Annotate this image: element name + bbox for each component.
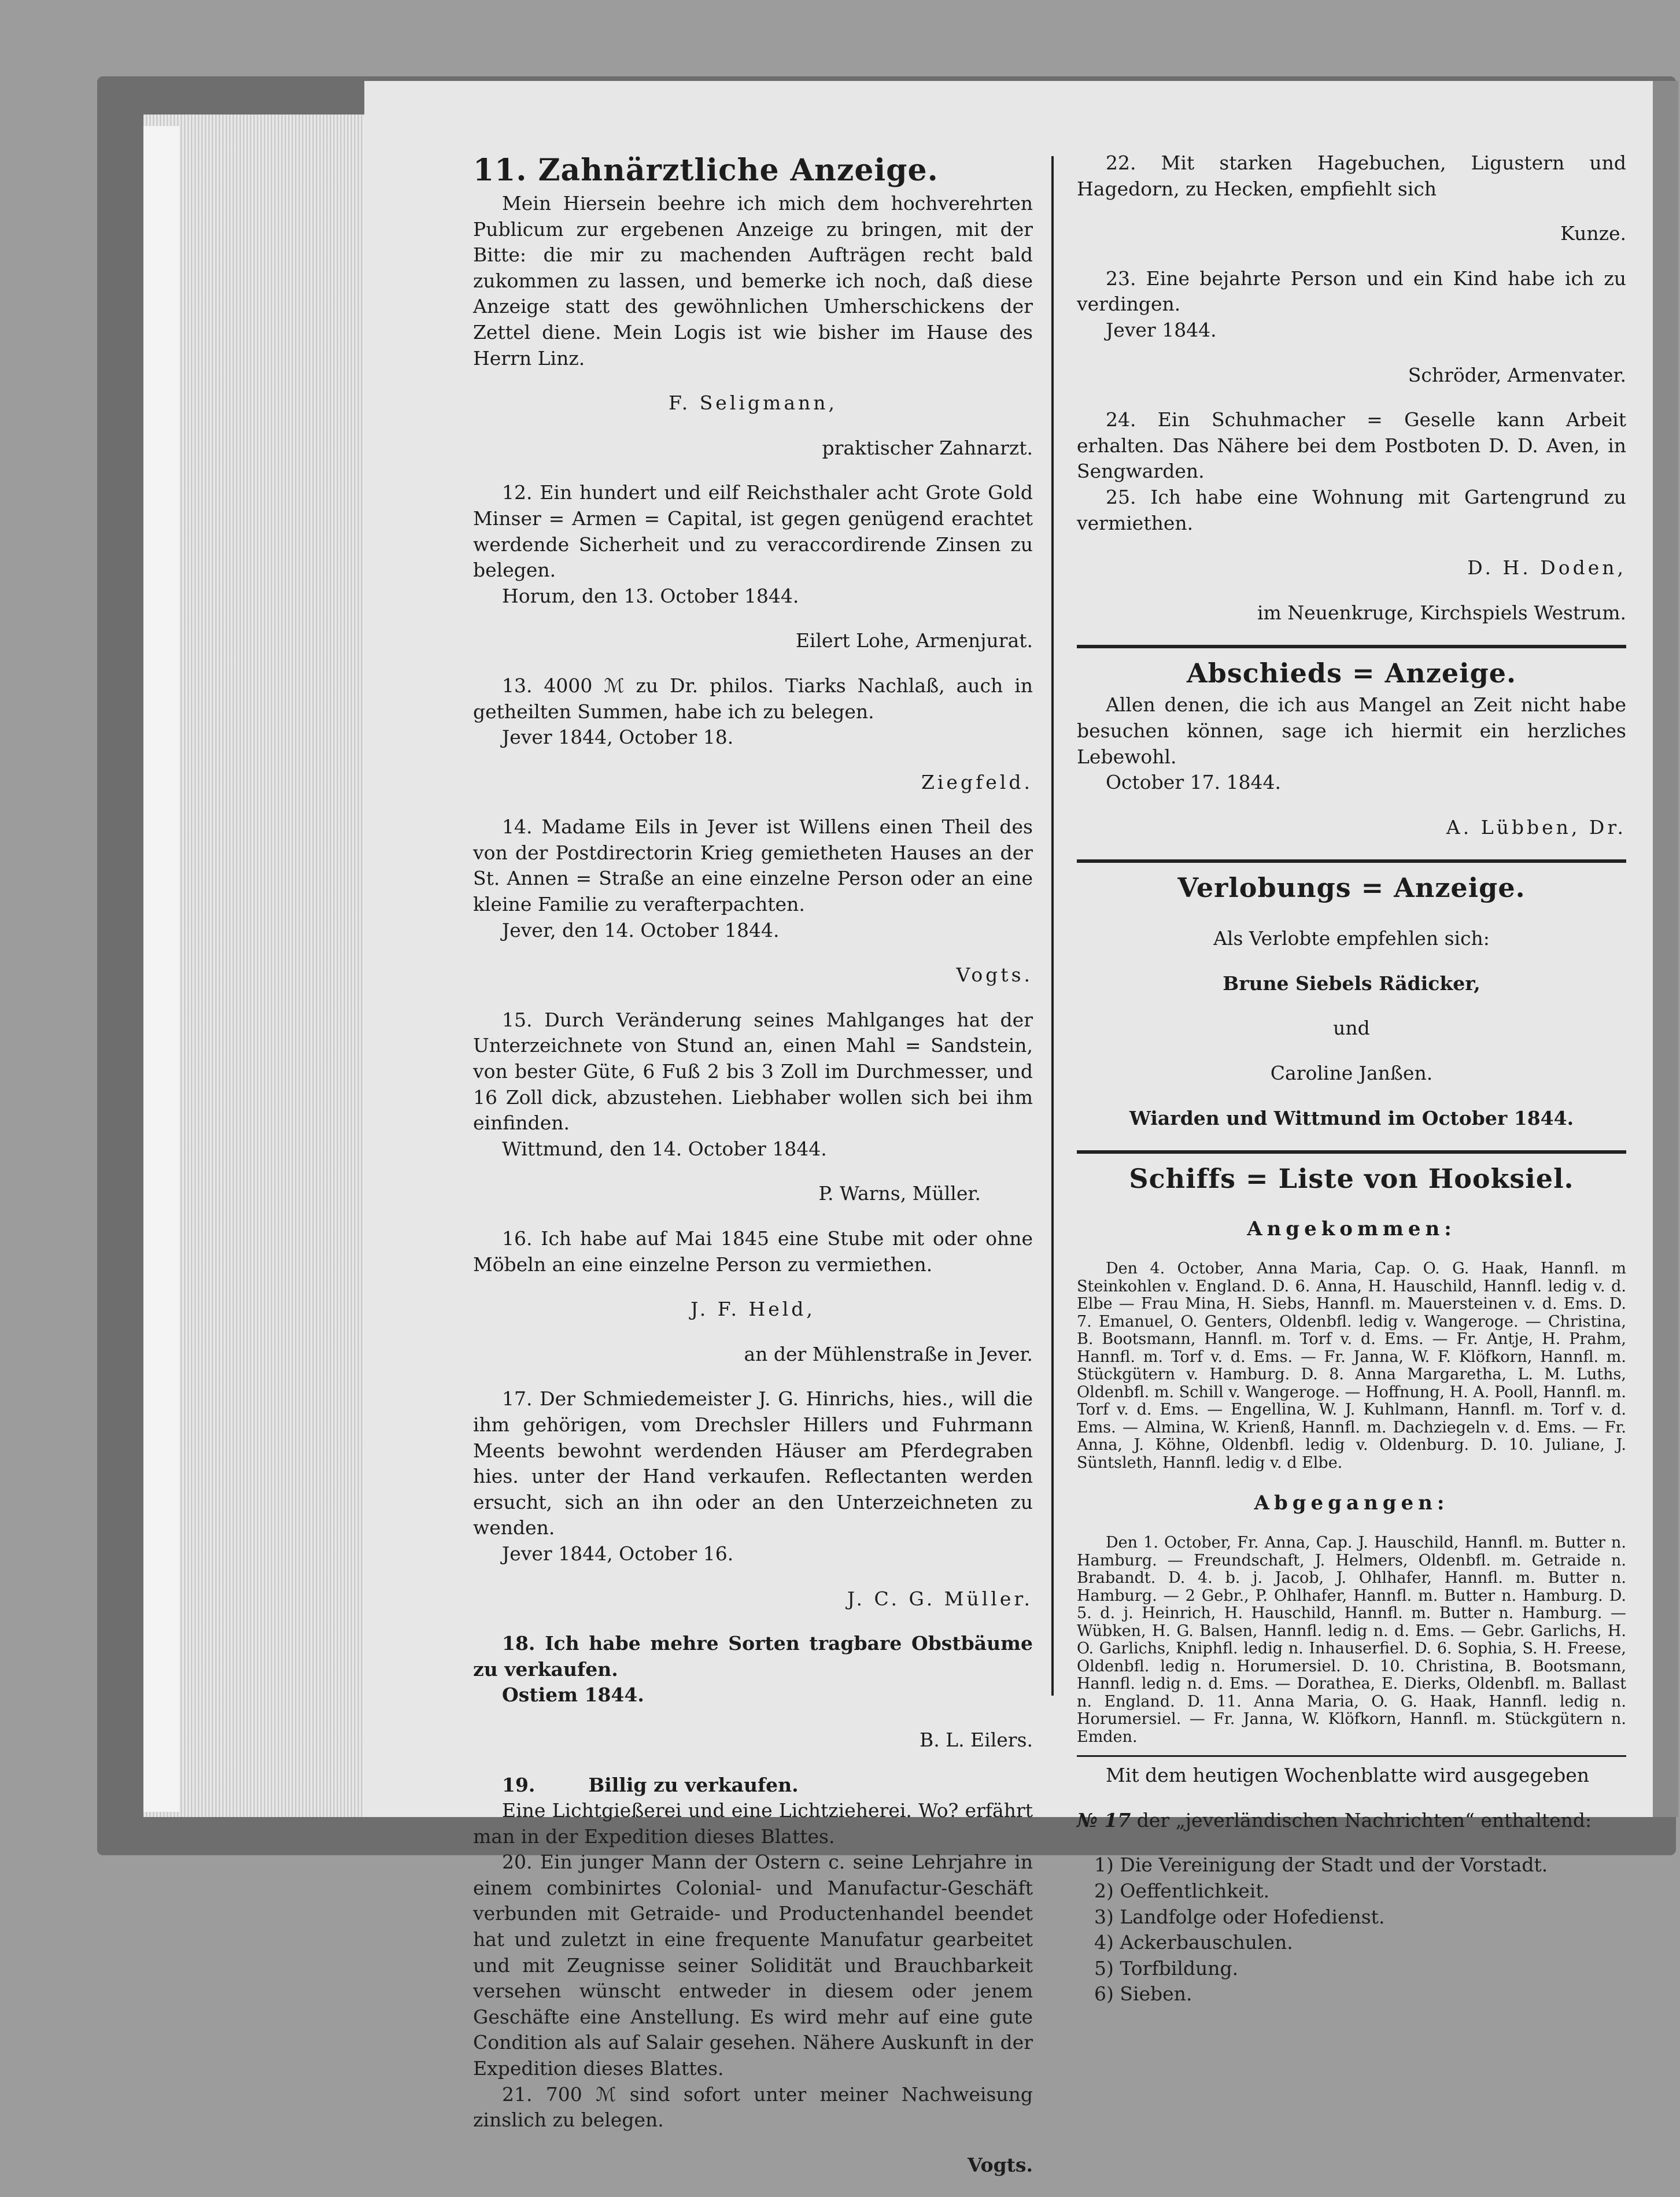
right-column <box>1077 150 1626 2007</box>
ad-24-text: 24. Ein Schuhmacher = Geselle kann Arbeit erhalten. Das Nähere bei dem Postboten D. D. Aven, in Sengwarden. <box>1077 408 1626 483</box>
engagement-name-1: Brune Siebels Rädicker, <box>1223 972 1480 995</box>
ad-16-text: 16. Ich habe auf Mai 1845 eine Stube mit oder ohne Möbeln an eine einzelne Person zu vermiethen. <box>473 1227 1033 1276</box>
engagement-place: Wiarden und Wittmund im October 1844. <box>1129 1106 1574 1129</box>
ad-19-title-line <box>473 1773 1033 1799</box>
supplement-item: 2) Oeffentlichkeit. <box>1094 1880 1270 1903</box>
ad-19-title: Billig zu verkaufen. <box>588 1773 799 1796</box>
left-column <box>473 150 1033 2197</box>
engagement-name-2: Caroline Janßen. <box>1270 1062 1433 1085</box>
ship-list <box>1077 1217 1626 1746</box>
section-rule <box>1077 1755 1626 1757</box>
heading-engagement: Verlobungs = Anzeige. <box>1177 872 1526 904</box>
supplement-item: 1) Die Vereinigung der Stadt und der Vorstadt. <box>1094 1853 1548 1877</box>
ad-12-signature: Eilert Lohe, Armenjurat. <box>795 629 1033 652</box>
right-page-edge <box>1653 81 1678 1817</box>
section-rule <box>1077 859 1626 863</box>
ad-19-number: 19. <box>502 1773 536 1796</box>
ad-17-place: Jever 1844, October 16. <box>502 1542 734 1565</box>
ships-arrived-label: Angekommen: <box>1247 1217 1456 1241</box>
ad-17-text: 17. Der Schmiedemeister J. G. Hinrichs, hies., will die ihm gehörigen, vom Drechsler Hillers und Fuhrmann Meents bewohnt werdenden Häuser am Pferdegraben hies. unter der Hand verkaufen. Reflectanten werden ersucht, sich an ihn oder an den Unterzeichneten zu wenden. <box>473 1387 1033 1539</box>
ad-13-text: 13. 4000 ℳ zu Dr. philos. Tiarks Nachlaß, auch in getheilten Summen, habe ich zu belegen. <box>473 674 1033 723</box>
ad-12-place: Horum, den 13. October 1844. <box>502 584 799 607</box>
ad-22-text: 22. Mit starken Hagebuchen, Ligustern und Hagedorn, zu Hecken, empfiehlt sich <box>1077 152 1626 200</box>
ad-15-text: 15. Durch Veränderung seines Mahlganges hat der Unterzeichnete von Stund an, einen Mahl = Sandstein, von bester Güte, 6 Fuß 2 bis 3 Zoll im Durchmesser, und 16 Zoll dick, abzustehen. Liebhaber wollen sich bei ihm einfinden. <box>473 1008 1033 1135</box>
ad-25-signature: D. H. Doden, <box>1467 556 1626 579</box>
ad-15-signature: P. Warns, Müller. <box>818 1182 981 1205</box>
supplement-item: 4) Ackerbauschulen. <box>1094 1931 1293 1954</box>
ships-departed-label: Abgegangen: <box>1254 1491 1449 1515</box>
ad-14-place: Jever, den 14. October 1844. <box>502 918 780 941</box>
ad-14-signature: Vogts. <box>956 963 1033 987</box>
supplement-text: der „jeverländischen Nachrichten“ enthaltend: <box>1136 1808 1592 1832</box>
farewell-signature: A. Lübben, Dr. <box>1446 815 1626 839</box>
ad-25-address: im Neuenkruge, Kirchspiels Westrum. <box>1257 601 1626 624</box>
heading-farewell: Abschieds = Anzeige. <box>1186 658 1517 689</box>
ad-13-place: Jever 1844, October 18. <box>502 726 734 749</box>
heading-dental-notice: 11. Zahnärztliche Anzeige. <box>473 153 939 188</box>
ad-18-place: Ostiem 1844. <box>502 1683 644 1707</box>
page-edge-highlight <box>143 126 179 1812</box>
ad-21-text: 21. 700 ℳ sind sofort unter meiner Nachweisung zinslich zu belegen. <box>473 2082 1033 2132</box>
ad-18-text: 18. Ich habe mehre Sorten tragbare Obstbäume zu verkaufen. <box>473 1632 1033 1681</box>
ships-departed-text: Den 1. October, Fr. Anna, Cap. J. Hauschild, Hannfl. m. Butter n. Hamburg. — Freundschaft, J. Helmers, Oldenbfl. m. Getraide n. Brabandt. D. 4. b. j. Jacob, J. Ohlhafer, Hannfl. m. Butter n. Hamburg. — 2 Gebr., P. Ohlhafer, Hannfl. m. Butter n. Hamburg. D. 5. d. j. Heinrich, H. Hauschild, Hannfl. m. Butter n. Hamburg. — Wübken, H. G. Balsen, Hannfl. ledig n. d. Ems. — Gebr. Garlichs, H. O. Garlichs, Kniphfl. ledig n. Inhauserfiel. D. 6. Sophia, S. H. Freese, Oldenbfl. ledig n. Horumersiel. D. 10. Christina, B. Bootsmann, Hannfl. ledig n. d. Ems. — Dorathea, E. Dierks, Oldenbfl. m. Ballast n. England. D. 11. Anna Maria, O. G. Haak, Hannfl. ledig n. Horumersiel. — Fr. Janna, W. Klöfkorn, Hannfl. m. Stückgütern n. Emden. <box>1077 1534 1626 1746</box>
supplement-line <box>1077 1808 1626 1834</box>
engagement-and: und <box>1333 1017 1370 1040</box>
ad-23-signature: Schröder, Armenvater. <box>1408 363 1626 386</box>
ad-16-address: an der Mühlenstraße in Jever. <box>744 1342 1033 1365</box>
ad-12-text: 12. Ein hundert und eilf Reichsthaler acht Grote Gold Minser = Armen = Capital, ist gegen genügend erachtet werdende Sicherheit und zu veraccordirende Zinsen zu belegen. <box>473 481 1033 582</box>
supplement-item: 3) Landfolge oder Hofedienst. <box>1094 1905 1385 1928</box>
ad-19-text: Eine Lichtgießerei und eine Lichtzieherei. Wo? erfährt man in der Expedition dieses Blattes. <box>473 1799 1033 1848</box>
supplement-intro: Mit dem heutigen Wochenblatte wird ausgegeben <box>1106 1764 1590 1787</box>
section-rule <box>1077 1150 1626 1154</box>
ad-11-text: Mein Hiersein beehre ich mich dem hochverehrten Publicum zur ergebenen Anzeige zu bringen, mit der Bitte: die mir zu machenden Aufträgen recht bald zukommen zu lassen, und bemerke ich noch, daß diese Anzeige statt des gewöhnlichen Umherschickens der Zettel diene. Mein Logis ist wie bisher im Hause des Herrn Linz. <box>473 192 1033 370</box>
engagement-intro: Als Verlobte empfehlen sich: <box>1213 927 1490 950</box>
ad-15-place: Wittmund, den 14. October 1844. <box>502 1137 827 1160</box>
ad-25-text: 25. Ich habe eine Wohnung mit Gartengrund zu vermiethen. <box>1077 485 1626 534</box>
ad-17-signature: J. C. G. Müller. <box>847 1587 1033 1610</box>
ad-14-text: 14. Madame Eils in Jever ist Willens einen Theil des von der Postdirectorin Krieg gemietheten Hauses an der St. Annen = Straße an eine einzelne Person oder an eine kleine Familie zu verafterpachten. <box>473 815 1033 916</box>
heading-ship-list: Schiffs = Liste von Hooksiel. <box>1129 1163 1574 1195</box>
ad-11-signature: F. Seligmann, <box>668 392 838 415</box>
section-rule <box>1077 645 1626 648</box>
supplement-item: 5) Torfbildung. <box>1094 1956 1239 1980</box>
ad-11-title: praktischer Zahnarzt. <box>822 436 1033 459</box>
ad-20-text: 20. Ein junger Mann der Ostern c. seine Lehrjahre in einem combinirtes Colonial- und Manufactur-Geschäft verbunden mit Getraide- und Productenhandel beendet hat und zuletzt in eine frequente Manufatur gearbeitet und mit Zeugnisse seiner Solidität und Brauchbarkeit versehen wünscht entweder in diesem oder jenem Geschäfte eine Anstellung. Es wird mehr auf eine gute Condition als auf Salair gesehen. Nähere Auskunft in der Expedition dieses Blattes. <box>473 1851 1033 2080</box>
farewell-text: Allen denen, die ich aus Mangel an Zeit nicht habe besuchen können, sage ich hiermit ein herzliches Lebewohl. <box>1077 693 1626 768</box>
column-divider <box>1051 156 1054 1696</box>
ad-13-signature: Ziegfeld. <box>921 770 1033 793</box>
ad-18-signature: B. L. Eilers. <box>919 1728 1033 1751</box>
ad-21-signature: Vogts. <box>968 2153 1033 2176</box>
ad-22-signature: Kunze. <box>1560 222 1626 245</box>
ad-23-text: 23. Eine bejahrte Person und ein Kind habe ich zu verdingen. <box>1077 267 1626 316</box>
supplement-number: № 17 <box>1077 1808 1131 1832</box>
ships-arrived-text: Den 4. October, Anna Maria, Cap. O. G. Haak, Hannfl. m Steinkohlen v. England. D. 6. Anna, H. Hauschild, Hannfl. ledig v. d. Elbe — Frau Mina, H. Siebs, Hannfl. m. Mauersteinen v. d. Ems. D. 7. Emanuel, O. Genters, Oldenbfl. ledig v. Wangeroge. — Christina, B. Bootsmann, Hannfl. m. Torf v. d. Ems. — Fr. Antje, H. Prahm, Hannfl. m. Torf v. d. Ems. — Fr. Janna, W. F. Klöfkorn, Hannfl. m. Stückgütern v. Hamburg. D. 8. Anna Margaretha, L. M. Luths, Oldenbfl. m. Schill v. Wangeroge. — Hoffnung, H. A. Pooll, Hannfl. m. Torf v. d. Ems. — Engellina, W. J. Kuhlmann, Hannfl. m. Torf v. d. Ems. — Almina, W. Krienß, Hannfl. m. Dachziegeln v. d. Ems. — Fr. Anna, J. Köhne, Oldenbfl. ledig v. Oldenburg. D. 10. Juliane, J. Süntsleth, Hannfl. ledig v. d Elbe. <box>1077 1260 1626 1472</box>
ad-23-place: Jever 1844. <box>1106 318 1217 341</box>
ad-16-signature: J. F. Held, <box>691 1298 815 1321</box>
farewell-place: October 17. 1844. <box>1106 771 1282 794</box>
supplement-item: 6) Sieben. <box>1094 1982 1192 2006</box>
